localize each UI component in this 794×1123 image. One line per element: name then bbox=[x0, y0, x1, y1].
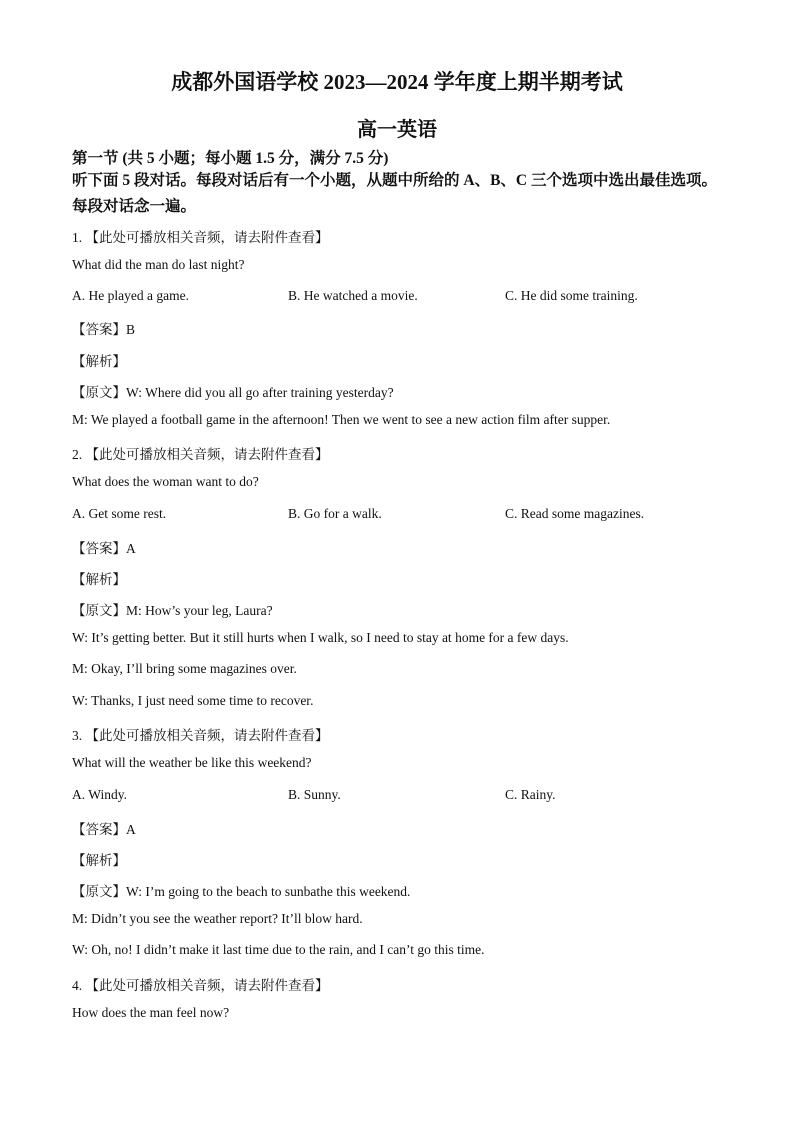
option-c: C. He did some training. bbox=[505, 288, 638, 303]
option-b: B. Go for a walk. bbox=[288, 506, 382, 521]
audio-placeholder[interactable]: 1. 【此处可播放相关音频，请去附件查看】 bbox=[72, 230, 329, 245]
transcript-line: W: Thanks, I just need some time to recover. bbox=[72, 693, 314, 708]
analysis-label: 【解析】 bbox=[72, 853, 126, 868]
question-stem: What will the weather be like this weekend? bbox=[72, 755, 312, 770]
transcript-line: 【原文】M: How’s your leg, Laura? bbox=[72, 603, 273, 618]
page-subtitle: 高一英语 bbox=[357, 119, 437, 141]
transcript-line: M: Okay, I’ll bring some magazines over. bbox=[72, 661, 297, 676]
question-stem: How does the man feel now? bbox=[72, 1005, 230, 1020]
transcript-line: M: We played a football game in the afternoon! Then we went to see a new action film after supper. bbox=[72, 412, 611, 427]
transcript-line: M: Didn’t you see the weather report? It’ll blow hard. bbox=[72, 911, 363, 926]
audio-placeholder[interactable]: 2. 【此处可播放相关音频，请去附件查看】 bbox=[72, 447, 329, 462]
transcript-line: 【原文】W: Where did you all go after training yesterday? bbox=[72, 385, 394, 400]
option-b: B. He watched a movie. bbox=[288, 288, 418, 303]
transcript-line: 【原文】W: I’m going to the beach to sunbathe this weekend. bbox=[72, 884, 411, 899]
answer-label: 【答案】B bbox=[72, 322, 136, 337]
answer-label: 【答案】A bbox=[72, 822, 136, 837]
audio-placeholder[interactable]: 4. 【此处可播放相关音频，请去附件查看】 bbox=[72, 978, 329, 993]
option-a: A. Windy. bbox=[72, 787, 127, 802]
transcript-line: W: Oh, no! I didn’t make it last time due to the rain, and I can’t go this time. bbox=[72, 942, 485, 957]
question-stem: What does the woman want to do? bbox=[72, 474, 259, 489]
audio-placeholder[interactable]: 3. 【此处可播放相关音频，请去附件查看】 bbox=[72, 728, 329, 743]
option-c: C. Rainy. bbox=[505, 787, 556, 802]
answer-label: 【答案】A bbox=[72, 541, 136, 556]
option-a: A. He played a game. bbox=[72, 288, 189, 303]
option-b: B. Sunny. bbox=[288, 787, 341, 802]
transcript-line: W: It’s getting better. But it still hurts when I walk, so I need to stay at home for a few days. bbox=[72, 630, 569, 645]
analysis-label: 【解析】 bbox=[72, 354, 126, 369]
analysis-label: 【解析】 bbox=[72, 572, 126, 587]
option-c: C. Read some magazines. bbox=[505, 506, 645, 521]
section-instruction: 听下面 5 段对话。每段对话后有一个小题，从题中所给的 A、B、C 三个选项中选出最佳选项。每段对话念一遍。 bbox=[72, 172, 717, 215]
page-title: 成都外国语学校 2023—2024 学年度上期半期考试 bbox=[171, 70, 623, 94]
option-a: A. Get some rest. bbox=[72, 506, 167, 521]
section-label: 第一节 (共 5 小题；每小题 1.5 分，满分 7.5 分) bbox=[72, 150, 389, 167]
question-stem: What did the man do last night? bbox=[72, 257, 245, 272]
